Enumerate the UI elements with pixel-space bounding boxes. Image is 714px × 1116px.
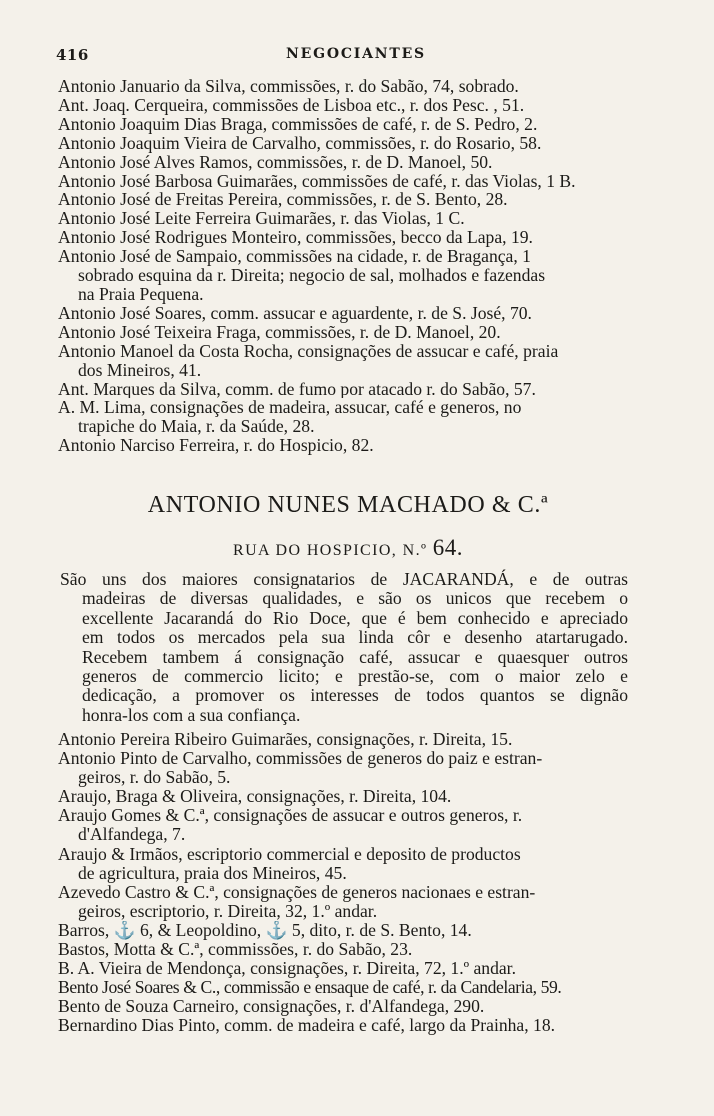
- list-item: Antonio José Alves Ramos, commissões, r. de D. Manoel, 50.: [58, 152, 493, 172]
- list-item: A. M. Lima, consignações de madeira, assucar, café e generos, no: [58, 398, 522, 418]
- list-item: Antonio Manoel da Costa Rocha, consignações de assucar e café, praia: [58, 341, 559, 361]
- list-item: Bastos, Motta & C.ª, commissões, r. do Sabão, 23.: [58, 940, 413, 960]
- list-item: Antonio José de Sampaio, commissões na cidade, r. de Bragança, 1: [58, 247, 531, 267]
- list-item: Bento de Souza Carneiro, consignações, r. d'Alfandega, 290.: [58, 997, 485, 1017]
- list-item-continuation: na Praia Pequena.: [78, 284, 204, 304]
- advertisement-line: dedicação, a promover os interesses de todos quantos se dignão: [82, 685, 628, 706]
- list-item-continuation: sobrado esquina da r. Direita; negocio de sal, molhados e fazendas: [78, 266, 546, 285]
- list-item: Antonio Pereira Ribeiro Guimarães, consignações, r. Direita, 15.: [58, 730, 513, 749]
- entries-bottom: [58, 730, 638, 1036]
- list-item-continuation: dos Mineiros, 41.: [78, 360, 202, 380]
- list-item: Araujo Gomes & C.ª, consignações de assucar e outros generos, r.: [58, 806, 523, 826]
- list-item-continuation: geiros, escriptorio, r. Direita, 32, 1.º andar.: [78, 901, 378, 921]
- list-item: Azevedo Castro & C.ª, consignações de generos nacionaes e estran-: [58, 882, 536, 902]
- list-item: Antonio Narciso Ferreira, r. do Hospicio, 82.: [58, 436, 374, 456]
- list-item: Antonio José Soares, comm. assucar e aguardente, r. de S. José, 70.: [58, 303, 532, 323]
- advertisement-address: [58, 535, 638, 561]
- entries-top: [58, 77, 638, 455]
- list-item-continuation: trapiche do Maia, r. da Saúde, 28.: [78, 417, 315, 437]
- advertisement-line: generos de commercio licito; e prestão-se, com o maior zelo e: [82, 666, 628, 687]
- list-item: Antonio Pinto de Carvalho, commissões de generos do paiz e estran-: [58, 749, 543, 769]
- list-item: Ant. Joaq. Cerqueira, commissões de Lisboa etc., r. dos Pesc. , 51.: [58, 95, 525, 115]
- list-item: Antonio Januario da Silva, commissões, r. do Sabão, 74, sobrado.: [58, 77, 519, 96]
- list-item: Antonio José de Freitas Pereira, commissões, r. de S. Bento, 28.: [58, 190, 508, 210]
- advertisement-address-label: RUA DO HOSPICIO, N.º: [233, 542, 428, 559]
- list-item: Antonio Joaquim Dias Braga, commissões de café, r. de S. Pedro, 2.: [58, 114, 538, 134]
- advertisement-line: Recebem tambem á consignação café, assucar e quaesquer outros: [82, 646, 628, 667]
- advertisement-line: em todos os mercados pela sua linda côr e desenho atartarugado.: [82, 627, 628, 648]
- list-item: Ant. Marques da Silva, comm. de fumo por atacado r. do Sabão, 57.: [58, 379, 536, 399]
- advertisement-address-number: 64.: [432, 535, 463, 560]
- list-item: Bernardino Dias Pinto, comm. de madeira e café, largo da Prainha, 18.: [58, 1016, 556, 1036]
- list-item: B. A. Vieira de Mendonça, consignações, r. Direita, 72, 1.º andar.: [58, 959, 516, 979]
- advertisement-line: honra-los com a sua confiança.: [82, 704, 301, 725]
- list-item: Araujo, Braga & Oliveira, consignações, r. Direita, 104.: [58, 787, 452, 807]
- list-item: Antonio José Rodrigues Monteiro, commissões, becco da Lapa, 19.: [58, 228, 533, 248]
- advertisement-title: ANTONIO NUNES MACHADO & C.ª: [147, 492, 549, 518]
- list-item: Antonio José Teixeira Fraga, commissões, r. de D. Manoel, 20.: [58, 322, 501, 342]
- list-item-continuation: d'Alfandega, 7.: [78, 825, 186, 845]
- list-item: Barros, ⚓ 6, & Leopoldino, ⚓ 5, dito, r. de S. Bento, 14.: [58, 920, 472, 940]
- advertisement-line: excellente Jacarandá do Rio Doce, que é bem conhecido e apreciado: [82, 607, 628, 628]
- page-header: [56, 46, 656, 70]
- list-item: Araujo & Irmãos, escriptorio commercial e deposito de productos: [58, 844, 521, 864]
- advertisement-line: madeiras de diversas qualidades, e são os unicos que recebem o: [82, 588, 628, 609]
- advertisement-body: [60, 570, 628, 725]
- page-number: 416: [56, 46, 89, 64]
- running-head: NEGOCIANTES: [286, 46, 426, 62]
- list-item: Antonio José Leite Ferreira Guimarães, r. das Violas, 1 C.: [58, 209, 465, 229]
- list-item: Antonio Joaquim Vieira de Carvalho, commissões, r. do Rosario, 58.: [58, 133, 542, 153]
- list-item: Antonio José Barbosa Guimarães, commissões de café, r. das Violas, 1 B.: [58, 171, 576, 191]
- list-item-continuation: geiros, r. do Sabão, 5.: [78, 768, 231, 788]
- list-item: Bento José Soares & C., commissão e ensaque de café, r. da Candelaria, 59.: [58, 978, 562, 998]
- advertisement-line: São uns dos maiores consignatarios de JACARANDÁ, e de outras: [60, 569, 628, 589]
- list-item-continuation: de agricultura, praia dos Mineiros, 45.: [78, 863, 347, 883]
